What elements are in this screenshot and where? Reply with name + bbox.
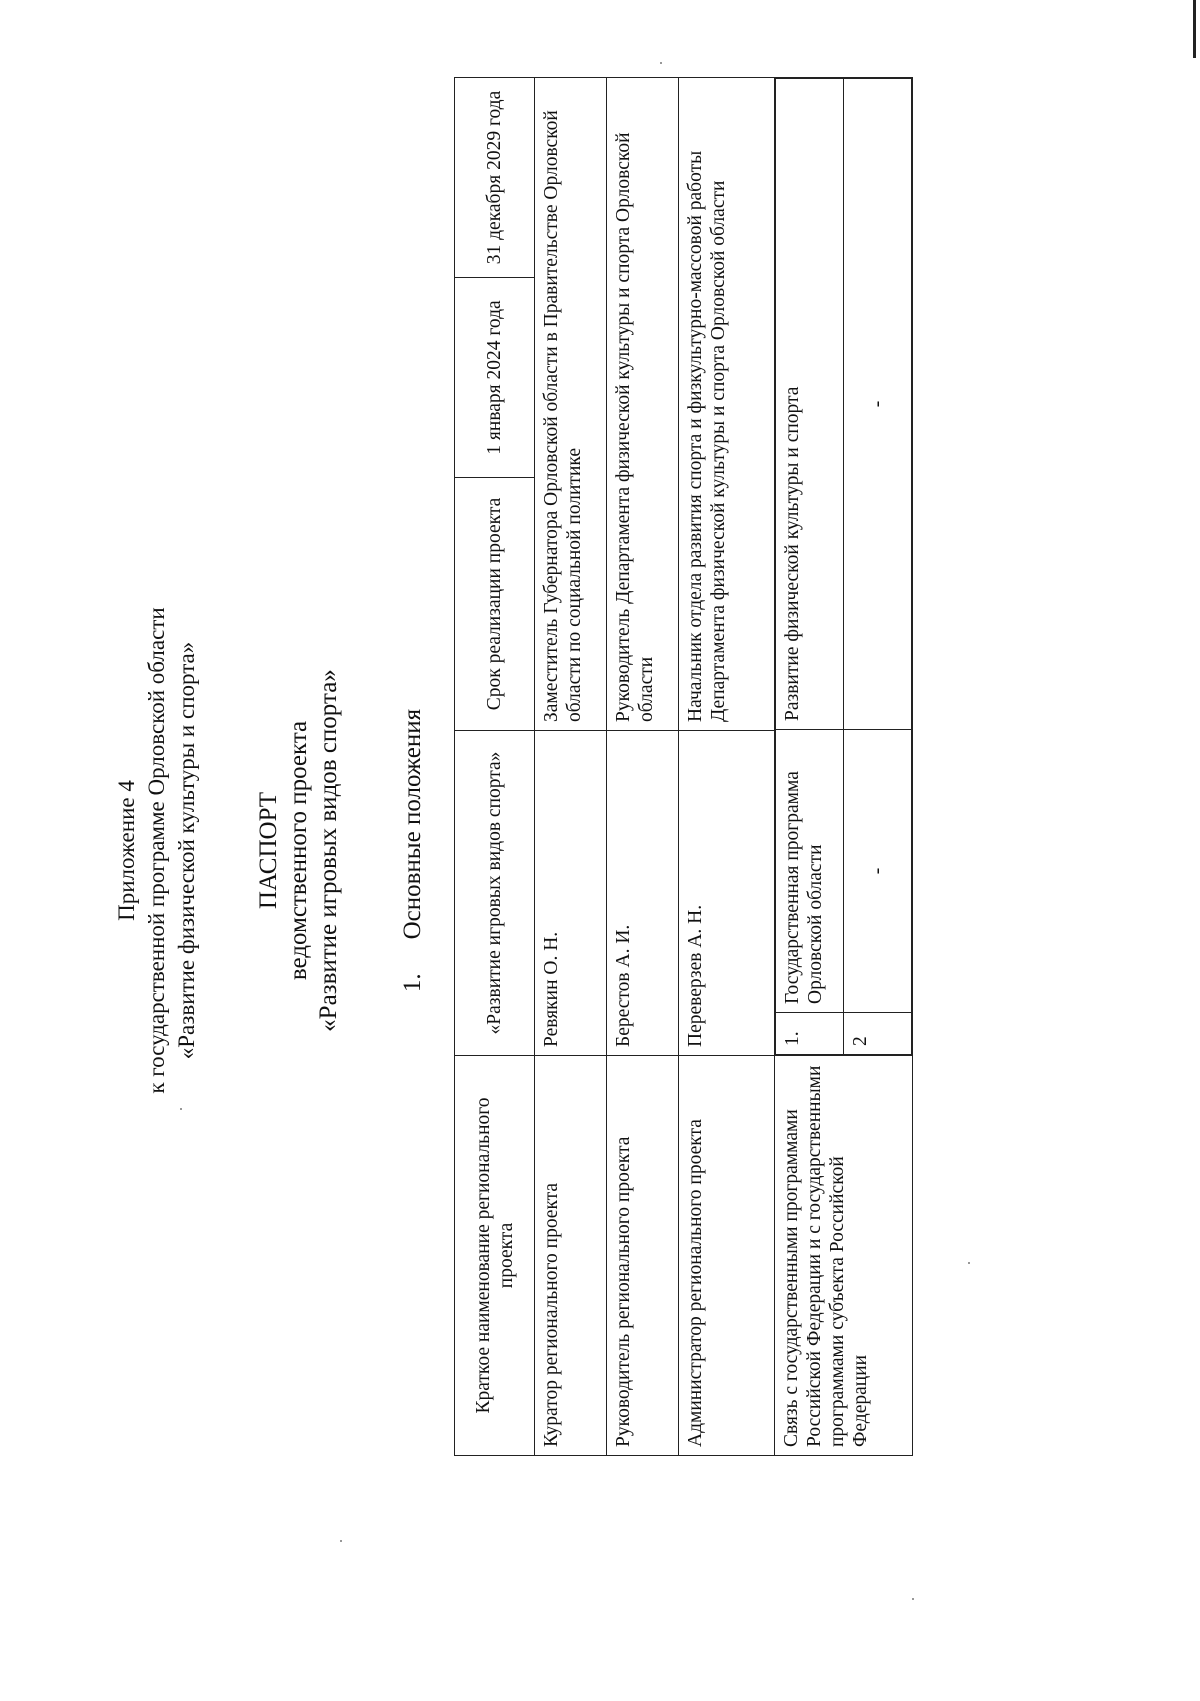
value-curator-name: Ревякин О. Н.	[535, 731, 607, 1056]
links-cell	[775, 78, 913, 1056]
links-row-2	[844, 79, 912, 1055]
link-1-direction: Развитие физической культуры и спорта	[776, 79, 844, 730]
section-heading	[398, 0, 428, 1701]
table-row-admin	[679, 78, 775, 1456]
link-2-direction: -	[844, 79, 912, 730]
value-admin-position: Начальник отдела развития спорта и физкультурно-массовой работы Департамента физической культуры и спорта Орловской области	[679, 78, 775, 731]
link-2-program: -	[844, 730, 912, 1013]
value-head-name: Берестов А. И.	[607, 731, 679, 1056]
value-head-position: Руководитель Департамента физической культуры и спорта Орловской области	[607, 78, 679, 731]
value-short-name: «Развитие игровых видов спорта»	[455, 731, 535, 1056]
value-term-end: 31 декабря 2029 года	[455, 78, 535, 278]
label-short-name: Краткое наименование регионального проекта	[455, 1056, 535, 1456]
section-title: Основные положения	[399, 708, 426, 940]
table-row-links	[775, 78, 913, 1456]
label-head: Руководитель регионального проекта	[607, 1056, 679, 1456]
annex-line-1: Приложение 4	[114, 780, 139, 921]
label-curator: Куратор регионального проекта	[535, 1056, 607, 1456]
annex-line-3: «Развитие физической культуры и спорта»	[174, 641, 199, 1060]
annex-line-2: к государственной программе Орловской области	[144, 607, 169, 1094]
table-row-curator	[535, 78, 607, 1456]
main-provisions-table	[454, 77, 913, 1456]
label-links: Связь с государственными программами Российской Федерации и с государственными программами субъекта Российской Федерации	[775, 1056, 913, 1456]
passport-subtitle: ведомственного проекта	[285, 720, 312, 981]
section-number: 1.	[399, 973, 426, 993]
link-1-program: Государственная программа Орловской области	[776, 730, 844, 1013]
table-row-short-name	[455, 78, 535, 1456]
link-2-number: 2	[844, 1013, 912, 1055]
links-row-1	[776, 79, 844, 1055]
label-term: Срок реализации проекта	[455, 478, 535, 731]
passport-title: ПАСПОРТ	[255, 791, 282, 910]
value-admin-name: Переверзев А. Н.	[679, 731, 775, 1056]
value-term-start: 1 января 2024 года	[455, 278, 535, 478]
value-curator-position: Заместитель Губернатора Орловской области в Правительстве Орловской области по социальной политике	[535, 78, 607, 731]
label-admin: Администратор регионального проекта	[679, 1056, 775, 1456]
link-1-number: 1.	[776, 1013, 844, 1055]
table-row-head	[607, 78, 679, 1456]
links-subtable	[775, 78, 912, 1055]
passport-project-name: «Развитие игровых видов спорта»	[315, 669, 342, 1032]
